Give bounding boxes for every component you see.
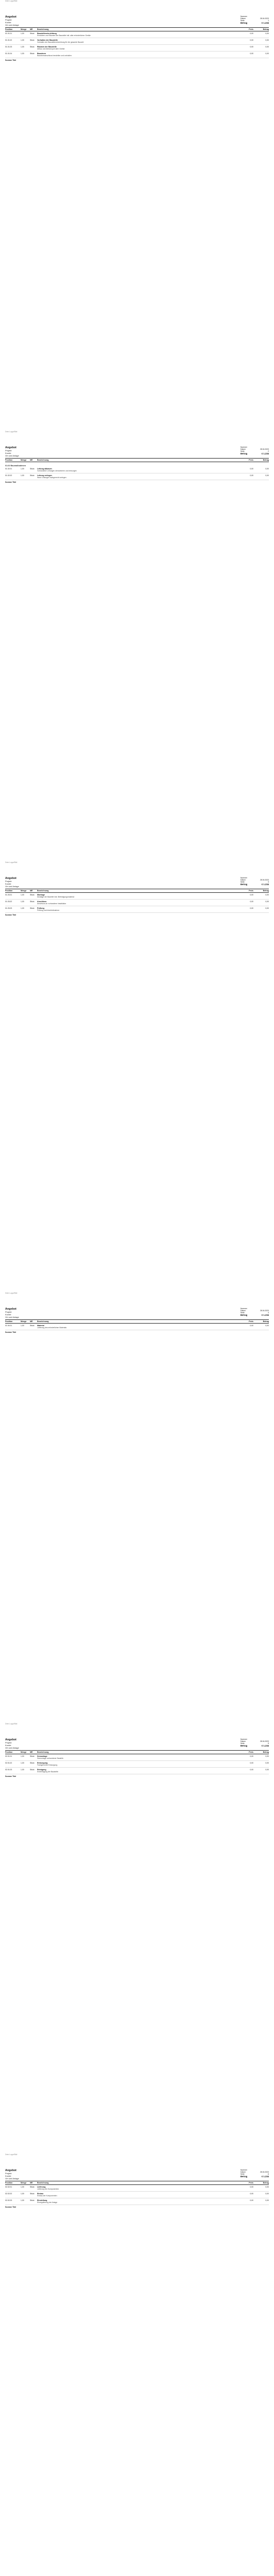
column-header: ME	[30, 28, 33, 30]
meta-block	[240, 877, 269, 886]
item-price: 0,00	[250, 2199, 253, 2201]
item-title: Reinigung	[37, 1769, 46, 1771]
subtotal: Summe Titel	[5, 1331, 17, 1333]
column-header: Menge	[21, 459, 27, 461]
meta-total-label: Betrag	[240, 1744, 248, 1747]
item-price: 0,00	[250, 1325, 253, 1327]
item-amount: 0,00	[265, 1762, 269, 1764]
column-header: ME	[30, 890, 33, 892]
item-amount: 0,00	[265, 2186, 269, 2188]
item-unit: Stück	[30, 46, 35, 48]
table-header	[5, 2181, 269, 2185]
table-header	[5, 458, 269, 462]
meta-block	[240, 1738, 269, 1747]
meta-block	[240, 2169, 269, 2178]
logo-placeholder: Dein Logo/Bild	[5, 2154, 18, 2156]
meta-block	[240, 446, 269, 455]
table-row	[5, 31, 269, 38]
meta-label: Nummer	[240, 446, 247, 448]
item-description	[37, 2186, 238, 2190]
item-title: Räumen der Baustelle	[37, 46, 57, 48]
meta-value: 28.04.2023	[260, 448, 269, 451]
item-description	[37, 2193, 238, 2197]
column-header: Preis	[249, 1751, 253, 1753]
item-pos: 01.02.01	[5, 468, 12, 470]
item-price: 0,00	[250, 32, 253, 35]
item-price: 0,00	[250, 474, 253, 477]
item-amount: 0,00	[265, 474, 269, 477]
page-content	[5, 15, 269, 62]
column-header: Preis	[249, 2182, 253, 2184]
item-description	[37, 46, 238, 50]
meta-total	[240, 1314, 269, 1316]
item-amount: 0,00	[265, 894, 269, 896]
column-header: Preis	[249, 459, 253, 461]
item-pos: 01.02.02	[5, 474, 12, 477]
item-unit: Stück	[30, 894, 35, 896]
item-description	[37, 1769, 238, 1773]
doc-title: Angebot	[5, 1738, 17, 1741]
table-row	[5, 38, 269, 45]
table-row	[5, 473, 269, 480]
header-line: Ort und Anlage	[5, 885, 19, 888]
logo-placeholder: Dein Logo/Bild	[5, 861, 18, 863]
item-amount: 0,00	[265, 39, 269, 41]
column-header: Betrag	[263, 459, 269, 461]
item-pos: 02.01.02	[5, 1762, 12, 1764]
table-row	[5, 900, 269, 906]
item-unit: Stück	[30, 901, 35, 903]
column-header: Bezeichnung	[37, 459, 49, 461]
item-price: 0,00	[250, 907, 253, 909]
column-header: Bezeichnung	[37, 890, 49, 892]
table-header	[5, 1750, 269, 1754]
item-qty: 1,00	[21, 1325, 24, 1327]
item-unit: Stück	[30, 1325, 35, 1327]
item-description	[37, 474, 238, 479]
meta-label: Datum	[240, 448, 246, 451]
meta-block	[240, 15, 269, 24]
item-unit: Stück	[30, 53, 35, 55]
item-title: Prüfung	[37, 907, 44, 909]
column-header: Preis	[249, 1320, 253, 1323]
meta-label: Nummer	[240, 1308, 247, 1310]
header-line: Projekt	[5, 449, 12, 452]
item-description	[37, 468, 238, 472]
column-header: Menge	[21, 1751, 27, 1753]
meta-label: Seite	[240, 881, 245, 884]
item-text: Einrichten und Räumen der Baustelle inkl. aller erforderlichen Geräte	[37, 35, 91, 37]
meta-label: Datum	[240, 2171, 246, 2174]
table-header	[5, 27, 269, 31]
item-amount: 0,00	[265, 1769, 269, 1771]
item-title: Leitung verlegen	[37, 474, 52, 477]
item-title: Baustrom	[37, 53, 46, 55]
item-unit: Stück	[30, 39, 35, 41]
item-price: 0,00	[250, 1762, 253, 1764]
meta-label: Seite	[240, 20, 245, 22]
item-qty: 1,00	[21, 901, 24, 903]
header-line: Ort und Anlage	[5, 2177, 19, 2180]
item-qty: 1,00	[21, 468, 24, 470]
item-price: 0,00	[250, 39, 253, 41]
item-amount: 0,00	[265, 1325, 269, 1327]
item-amount: 0,00	[265, 32, 269, 35]
column-header: Bezeichnung	[37, 1751, 49, 1753]
subtotal: Summe Titel	[5, 481, 17, 483]
group-title: 01.02 Baumaßnahmen	[5, 465, 26, 467]
logo-placeholder: Dein Logo/Bild	[5, 431, 18, 433]
item-title: Entsorgung	[37, 1762, 48, 1764]
column-header: Position	[5, 28, 13, 30]
item-qty: 1,00	[21, 2186, 24, 2188]
meta-label: Nummer	[240, 15, 247, 18]
column-header: Position	[5, 2182, 13, 2184]
item-text: Neue Leitungen fachgerecht verlegen	[37, 477, 67, 479]
item-pos: 01.03.02	[5, 901, 12, 903]
item-pos: 01.01.03	[5, 46, 12, 48]
item-description	[37, 907, 238, 911]
column-header: Betrag	[263, 1751, 269, 1753]
doc-title: Angebot	[5, 2169, 17, 2172]
header-line: Kunde	[5, 21, 11, 24]
header-line: Ort und Anlage	[5, 1316, 19, 1318]
meta-total-value: € 1.234	[262, 1744, 269, 1747]
item-pos: 02.02.01	[5, 2186, 12, 2188]
meta-total-label: Betrag	[240, 452, 248, 455]
item-title: Einstellung	[37, 2199, 47, 2201]
item-text: Anschluss an vorhandene Installation	[37, 903, 67, 905]
item-unit: Stück	[30, 468, 35, 470]
item-amount: 0,00	[265, 468, 269, 470]
meta-total-label: Betrag	[240, 1313, 248, 1316]
item-price: 0,00	[250, 2186, 253, 2188]
item-qty: 1,00	[21, 907, 24, 909]
item-qty: 1,00	[21, 894, 24, 896]
item-unit: Stück	[30, 2199, 35, 2201]
item-text: Lieferung der Komponenten	[37, 2188, 59, 2190]
column-header: Preis	[249, 28, 253, 30]
meta-total-value: € 1.234	[262, 1313, 269, 1316]
item-qty: 1,00	[21, 1769, 24, 1771]
item-price: 0,00	[250, 468, 253, 470]
item-text: Montage der Bauteile inkl. Befestigungsmaterial	[37, 896, 74, 898]
item-text: Lieferung des erforderlichen Materials	[37, 1327, 67, 1329]
header-line: Ort und Anlage	[5, 454, 19, 457]
item-qty: 1,00	[21, 32, 24, 35]
meta-value: 5	[268, 1742, 269, 1745]
column-header: Menge	[21, 890, 27, 892]
item-unit: Stück	[30, 32, 35, 35]
column-header: Betrag	[263, 28, 269, 30]
item-price: 0,00	[250, 894, 253, 896]
column-header: Betrag	[263, 1320, 269, 1323]
item-price: 0,00	[250, 2193, 253, 2195]
item-title: Vorhalten der Baustelle	[37, 39, 58, 41]
item-description	[37, 32, 238, 37]
item-qty: 1,00	[21, 1762, 24, 1764]
meta-value: 1	[268, 20, 269, 22]
subtotal: Summe Titel	[5, 1775, 17, 1777]
meta-total	[240, 2176, 269, 2178]
table-row	[5, 906, 269, 913]
item-description	[37, 894, 238, 898]
item-pos: 02.01.01	[5, 1755, 12, 1757]
meta-label: Datum	[240, 1740, 246, 1743]
page-content	[5, 1738, 269, 1778]
item-text: Demontage vorhandener Bauteile	[37, 1757, 63, 1759]
meta-label: Seite	[240, 1742, 245, 1745]
item-pos: 02.02.03	[5, 2199, 12, 2201]
table-row	[5, 2198, 269, 2205]
item-text: Vorhalten der Baustelleneinrichtung für die gesamte Bauzeit	[37, 41, 84, 43]
item-unit: Stück	[30, 1755, 35, 1757]
column-header: ME	[30, 1751, 33, 1753]
item-description	[37, 53, 238, 57]
item-amount: 0,00	[265, 1755, 269, 1757]
meta-label: Nummer	[240, 2169, 247, 2171]
meta-total-value: € 1.234	[262, 883, 269, 886]
item-text: Baustromanschluss herstellen und vorhalten	[37, 55, 72, 57]
item-pos: 01.01.01	[5, 32, 12, 35]
item-price: 0,00	[250, 53, 253, 55]
item-amount: 0,00	[265, 901, 269, 903]
meta-value: 28.04.2023	[260, 18, 269, 20]
meta-total-label: Betrag	[240, 883, 248, 886]
table-row	[5, 467, 269, 473]
header-line: Kunde	[5, 1313, 11, 1316]
table-row	[5, 1324, 269, 1330]
column-header: Preis	[249, 890, 253, 892]
item-title: Baustelleneinrichtung	[37, 32, 57, 35]
item-amount: 0,00	[265, 2199, 269, 2201]
item-qty: 1,00	[21, 1755, 24, 1757]
meta-total	[240, 1745, 269, 1747]
item-pos: 01.03.03	[5, 907, 12, 909]
meta-total-value: € 1.234	[262, 2175, 269, 2178]
item-title: Einbau	[37, 2193, 43, 2195]
column-header: Bezeichnung	[37, 28, 49, 30]
item-price: 0,00	[250, 1755, 253, 1757]
item-title: Material	[37, 1325, 44, 1327]
header-line: Projekt	[5, 2172, 12, 2175]
item-text: Einregulierung der Anlage	[37, 2201, 58, 2204]
column-header: Menge	[21, 1320, 27, 1323]
page-content	[5, 446, 269, 484]
doc-title: Angebot	[5, 877, 17, 880]
header-line: Projekt	[5, 19, 12, 21]
page	[0, 1292, 274, 1620]
item-text: Einbau der Komponenten	[37, 2195, 57, 2197]
item-amount: 0,00	[265, 907, 269, 909]
column-header: Bezeichnung	[37, 2182, 49, 2184]
meta-value: 28.04.2023	[260, 879, 269, 882]
item-pos: 01.03.01	[5, 894, 12, 896]
item-qty: 1,00	[21, 46, 24, 48]
page	[0, 0, 274, 328]
column-header: Position	[5, 1320, 13, 1323]
column-header: Position	[5, 1751, 13, 1753]
meta-total	[240, 884, 269, 886]
header-line: Projekt	[5, 880, 12, 883]
column-header: ME	[30, 459, 33, 461]
item-description	[37, 1755, 238, 1759]
item-amount: 0,00	[265, 2193, 269, 2195]
item-unit: Stück	[30, 1769, 35, 1771]
header-line: Projekt	[5, 1311, 12, 1313]
subtotal: Summe Titel	[5, 59, 17, 61]
item-title: Anschluss	[37, 901, 47, 903]
item-qty: 1,00	[21, 2193, 24, 2195]
item-unit: Stück	[30, 1762, 35, 1764]
item-price: 0,00	[250, 46, 253, 48]
page	[0, 1723, 274, 2050]
item-description	[37, 1325, 238, 1329]
table-row	[5, 893, 269, 900]
meta-value: 28.04.2023	[260, 1310, 269, 1312]
item-unit: Stück	[30, 474, 35, 477]
meta-label: Seite	[240, 2173, 245, 2176]
item-description	[37, 2199, 238, 2204]
page-content	[5, 877, 269, 917]
meta-total-value: € 1.234	[262, 21, 269, 24]
column-header: ME	[30, 2182, 33, 2184]
table-header	[5, 1319, 269, 1324]
page	[0, 2154, 274, 2481]
page	[0, 431, 274, 758]
meta-total-label: Betrag	[240, 2175, 248, 2178]
item-description	[37, 901, 238, 905]
meta-label: Nummer	[240, 877, 247, 879]
table-row	[5, 1761, 269, 1768]
item-qty: 1,00	[21, 39, 24, 41]
item-unit: Stück	[30, 907, 35, 909]
table-header	[5, 889, 269, 893]
item-text: Endreinigung der Baustelle	[37, 1771, 58, 1773]
item-description	[37, 1762, 238, 1766]
page-content	[5, 2169, 269, 2209]
meta-total	[240, 22, 269, 24]
header-line: Kunde	[5, 883, 11, 885]
meta-value: 6	[268, 2173, 269, 2176]
logo-placeholder: Dein Logo/Bild	[5, 0, 18, 2]
item-qty: 1,00	[21, 2199, 24, 2201]
doc-title: Angebot	[5, 446, 17, 449]
meta-value: 28.04.2023	[260, 1740, 269, 1743]
table-row	[5, 52, 269, 58]
item-amount: 0,00	[265, 46, 269, 48]
column-header: ME	[30, 1320, 33, 1323]
column-header: Bezeichnung	[37, 1320, 49, 1323]
item-pos: 01.04.01	[5, 1325, 12, 1327]
subtotal: Summe Titel	[5, 2206, 17, 2208]
table-row	[5, 1754, 269, 1761]
column-header: Betrag	[263, 2182, 269, 2184]
item-text: Prüfung und Inbetriebnahme	[37, 909, 59, 911]
meta-value: 28.04.2023	[260, 2171, 269, 2174]
item-title: Lieferung	[37, 2186, 46, 2188]
doc-title: Angebot	[5, 15, 17, 19]
meta-label: Datum	[240, 18, 246, 20]
meta-label: Nummer	[240, 1738, 247, 1740]
meta-value: 2	[268, 450, 269, 453]
header-line: Ort und Anlage	[5, 24, 19, 26]
page	[0, 861, 274, 1189]
item-title: Leitung abbauen	[37, 468, 52, 470]
item-price: 0,00	[250, 1769, 253, 1771]
item-qty: 1,00	[21, 474, 24, 477]
doc-title: Angebot	[5, 1308, 17, 1311]
header-line: Kunde	[5, 2175, 11, 2177]
table-row	[5, 2185, 269, 2192]
meta-block	[240, 1308, 269, 1316]
item-title: Montage	[37, 894, 45, 896]
column-header: Position	[5, 890, 13, 892]
item-description	[37, 39, 238, 43]
meta-label: Datum	[240, 1310, 246, 1312]
item-text: Vorhandene Leitungen demontieren und entsorgen	[37, 470, 77, 472]
item-unit: Stück	[30, 2186, 35, 2188]
meta-label: Seite	[240, 1312, 245, 1314]
item-pos: 02.02.02	[5, 2193, 12, 2195]
logo-placeholder: Dein Logo/Bild	[5, 1723, 18, 1725]
item-pos: 02.01.03	[5, 1769, 12, 1771]
item-amount: 0,00	[265, 53, 269, 55]
meta-total-label: Betrag	[240, 21, 248, 24]
table-row	[5, 45, 269, 52]
header-line: Projekt	[5, 1741, 12, 1744]
subtotal: Summe Titel	[5, 914, 17, 916]
item-qty: 1,00	[21, 53, 24, 55]
column-header: Menge	[21, 2182, 27, 2184]
item-pos: 01.01.02	[5, 39, 12, 41]
column-header: Betrag	[263, 890, 269, 892]
item-pos: 01.01.04	[5, 53, 12, 55]
column-header: Menge	[21, 28, 27, 30]
page-content	[5, 1308, 269, 1334]
meta-value: 3	[268, 881, 269, 884]
column-header: Position	[5, 459, 13, 461]
header-line: Kunde	[5, 452, 11, 454]
header-line: Ort und Anlage	[5, 1747, 19, 1749]
meta-total-value: € 1.234	[262, 452, 269, 455]
meta-label: Seite	[240, 450, 245, 453]
table-row	[5, 1768, 269, 1774]
item-text: Abbau und Abtransport aller Geräte	[37, 48, 65, 50]
header-line: Kunde	[5, 1744, 11, 1747]
table-row	[5, 2192, 269, 2198]
meta-label: Datum	[240, 879, 246, 882]
meta-value: 4	[268, 1312, 269, 1314]
item-text: Fachgerechte Entsorgung	[37, 1764, 58, 1766]
logo-placeholder: Dein Logo/Bild	[5, 1292, 18, 1294]
item-price: 0,00	[250, 901, 253, 903]
meta-total	[240, 453, 269, 455]
item-title: Demontage	[37, 1755, 47, 1757]
item-unit: Stück	[30, 2193, 35, 2195]
